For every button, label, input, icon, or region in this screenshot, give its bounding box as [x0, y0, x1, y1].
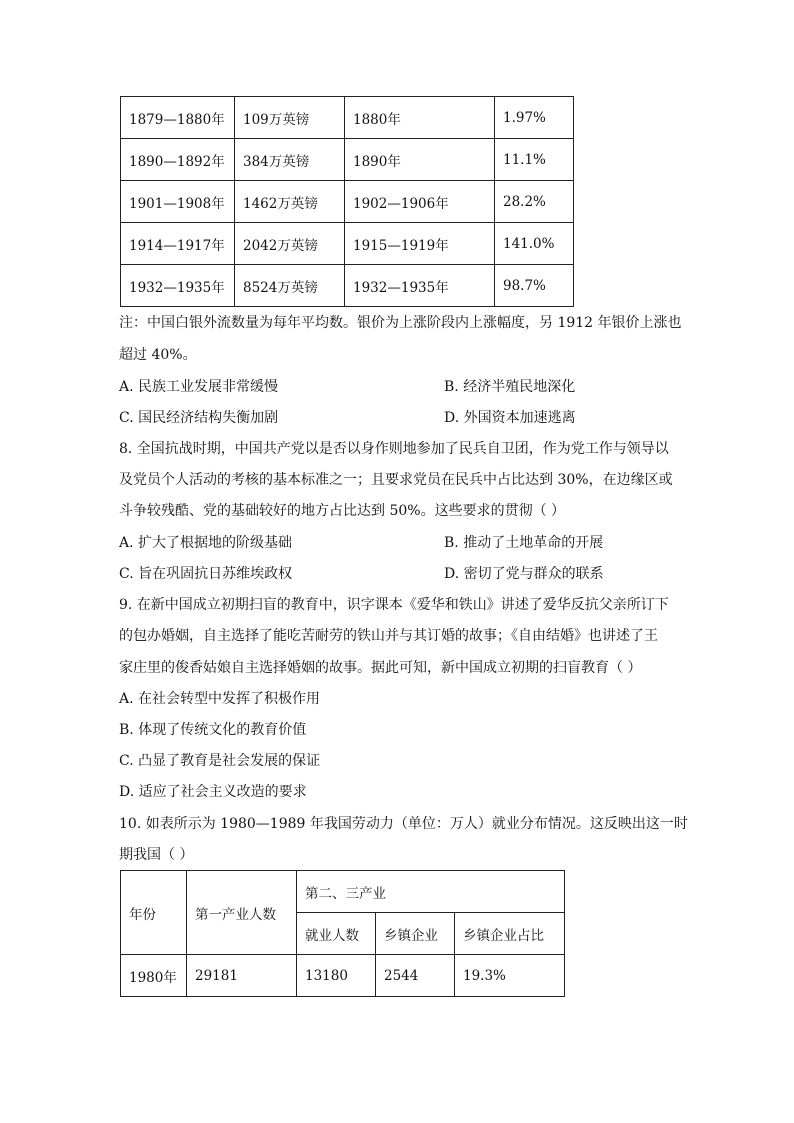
- q9-option-c: C. 凸显了教育是社会发展的保证: [119, 753, 321, 769]
- table-cell: 8524万英镑: [235, 265, 345, 307]
- q9-stem-line: 的包办婚姻，自主选择了能吃苦耐劳的铁山并与其订婚的故事；《自由结婚》也讲述了王: [119, 628, 658, 644]
- table-cell: 141.0%: [495, 223, 574, 265]
- q8-option-a: A. 扩大了根据地的阶级基础: [119, 535, 293, 551]
- table-cell: 2544: [376, 955, 455, 997]
- q9-stem-line: 9. 在新中国成立初期扫盲的教育中，识字课本《爱华和铁山》讲述了爱华反抗父亲所订下: [119, 597, 669, 613]
- table-cell: 19.3%: [455, 955, 565, 997]
- silver-outflow-table: [120, 96, 574, 307]
- table-cell: 1879—1880年: [121, 97, 235, 139]
- header-secondary-tertiary: 第二、三产业: [297, 871, 565, 913]
- table-cell: 1901—1908年: [121, 181, 235, 223]
- header-primary-industry: 第一产业人数: [187, 871, 297, 955]
- q9-option-d: D. 适应了社会主义改造的要求: [119, 784, 307, 800]
- table-cell: 29181: [187, 955, 297, 997]
- header-year: 年份: [121, 871, 187, 955]
- table-cell: 28.2%: [495, 181, 574, 223]
- q9-option-a: A. 在社会转型中发挥了积极作用: [119, 691, 321, 707]
- table-row: [121, 265, 574, 307]
- q7-option-b: B. 经济半殖民地深化: [444, 379, 576, 395]
- table-row: [121, 181, 574, 223]
- table-cell: 384万英镑: [235, 139, 345, 181]
- header-township-share: 乡镇企业占比: [455, 913, 565, 955]
- q7-option-c: C. 国民经济结构失衡加剧: [119, 410, 279, 426]
- table-cell: 1902—1906年: [345, 181, 495, 223]
- table-cell: 11.1%: [495, 139, 574, 181]
- q8-stem-line: 8. 全国抗战时期，中国共产党以是否以身作则地参加了民兵自卫团，作为党工作与领导以: [119, 441, 669, 457]
- table-cell: 1980年: [121, 955, 187, 997]
- q8-option-d: D. 密切了党与群众的联系: [444, 566, 604, 582]
- table-row: [121, 223, 574, 265]
- table-cell: 1932—1935年: [121, 265, 235, 307]
- q8-option-c: C. 旨在巩固抗日苏维埃政权: [119, 566, 293, 582]
- q9-option-b: B. 体现了传统文化的教育价值: [119, 722, 307, 738]
- table-cell: 109万英镑: [235, 97, 345, 139]
- table-note-line: 超过 40%。: [119, 347, 197, 363]
- q9-stem-line: 家庄里的俊香姑娘自主选择婚姻的故事。据此可知，新中国成立初期的扫盲教育（ ）: [119, 660, 642, 676]
- q8-stem-line: 及党员个人活动的考核的基本标准之一；且要求党员在民兵中占比达到 30%，在边缘区或: [119, 472, 673, 488]
- header-employed: 就业人数: [297, 913, 376, 955]
- q8-option-b: B. 推动了土地革命的开展: [444, 535, 604, 551]
- table-cell: 1890年: [345, 139, 495, 181]
- table-cell: 1880年: [345, 97, 495, 139]
- table-row: [121, 139, 574, 181]
- q7-option-a: A. 民族工业发展非常缓慢: [119, 379, 279, 395]
- table-cell: 13180: [297, 955, 376, 997]
- table-cell: 1915—1919年: [345, 223, 495, 265]
- table-cell: 1462万英镑: [235, 181, 345, 223]
- table-cell: 1890—1892年: [121, 139, 235, 181]
- q8-stem-line: 斗争较残酷、党的基础较好的地方占比达到 50%。这些要求的贯彻（ ）: [119, 503, 566, 519]
- header-township-enterprise: 乡镇企业: [376, 913, 455, 955]
- labor-distribution-table: [120, 870, 565, 997]
- table-cell: 1914—1917年: [121, 223, 235, 265]
- table-row: [121, 955, 565, 997]
- table-note-line: 注：中国白银外流数量为每年平均数。银价为上涨阶段内上涨幅度，另 1912 年银价上涨也: [119, 315, 682, 331]
- table-cell: 98.7%: [495, 265, 574, 307]
- table-row: [121, 97, 574, 139]
- table-cell: 1.97%: [495, 97, 574, 139]
- table-header-row: [121, 871, 565, 913]
- q10-stem-line: 期我国（ ）: [119, 847, 194, 863]
- table-cell: 2042万英镑: [235, 223, 345, 265]
- q10-stem-line: 10. 如表所示为 1980—1989 年我国劳动力（单位：万人）就业分布情况。这反映出这一时: [119, 816, 688, 832]
- table-cell: 1932—1935年: [345, 265, 495, 307]
- q7-option-d: D. 外国资本加速逃离: [444, 410, 576, 426]
